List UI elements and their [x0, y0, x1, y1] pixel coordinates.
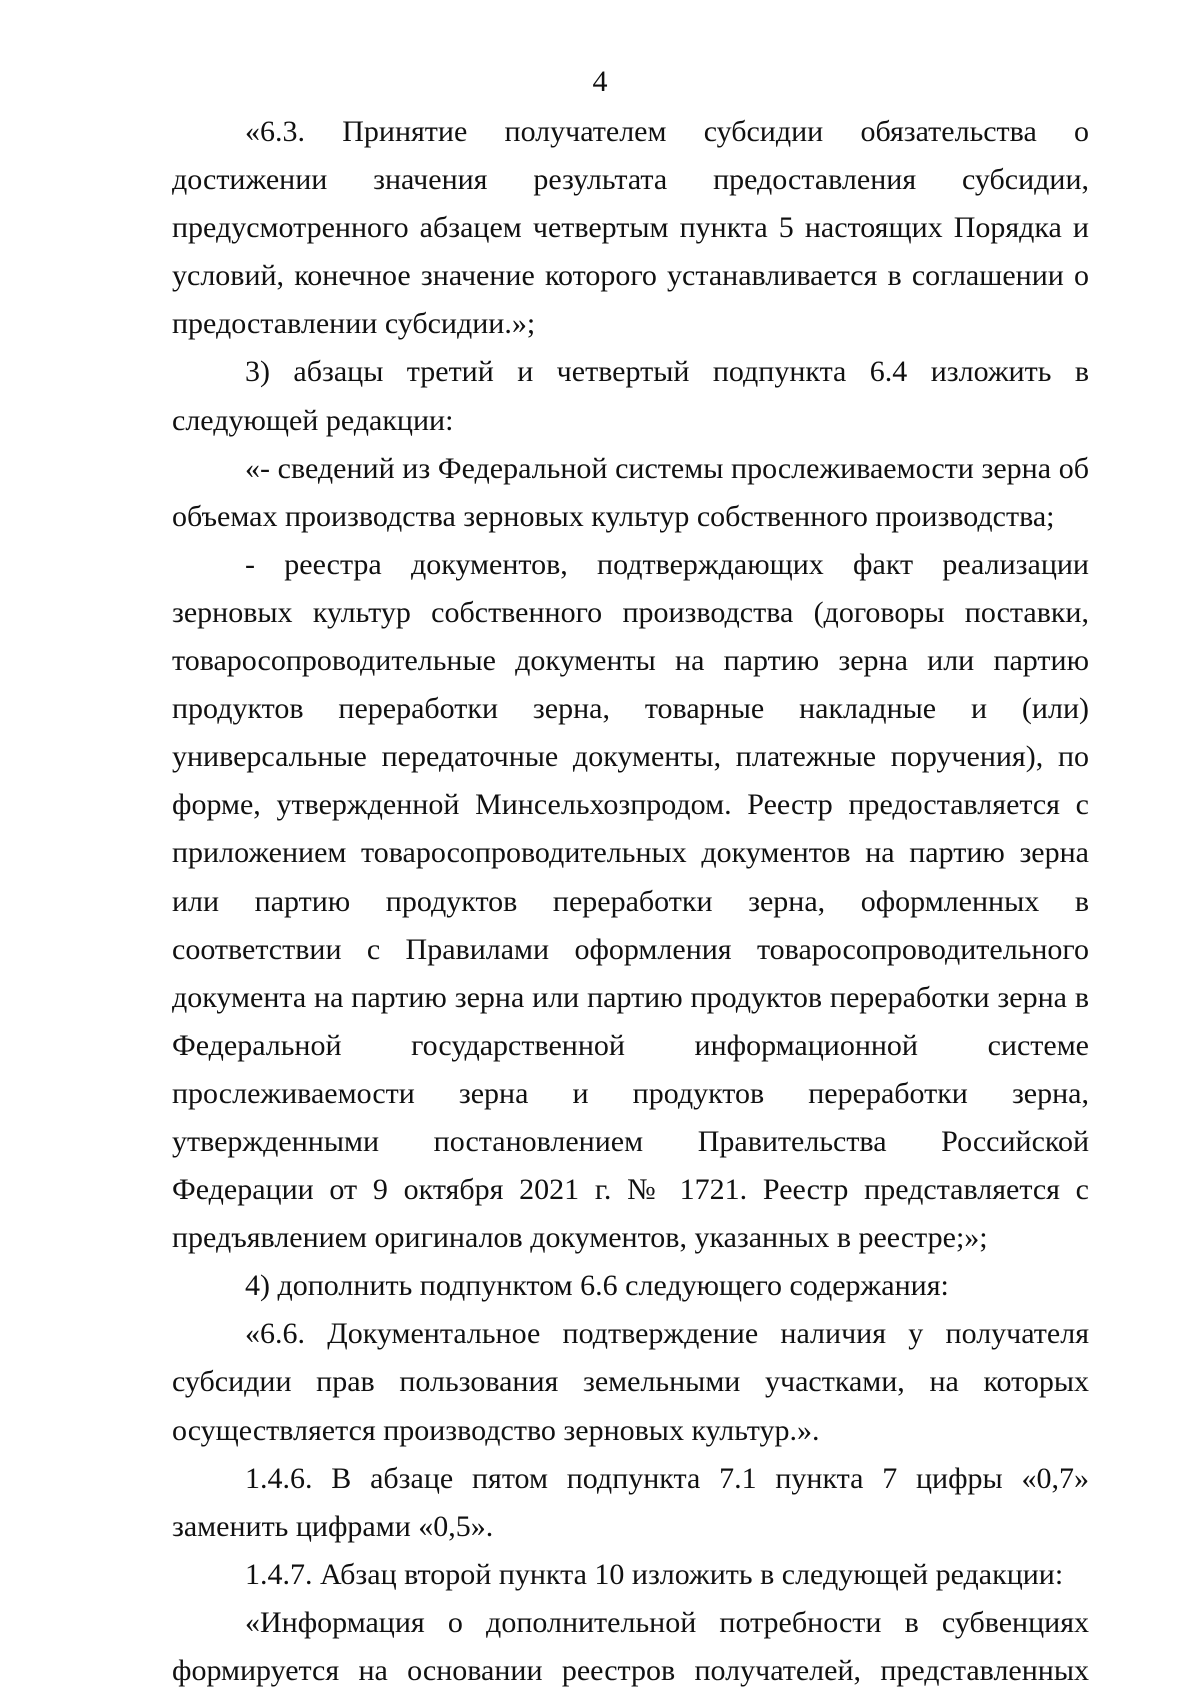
paragraph-item-4: 4) дополнить подпунктом 6.6 следующего содержания:	[245, 1269, 949, 1303]
paragraph-grain-system-info: «- сведений из Федеральной системы прослеживаемости зерна об объемах производства зерновых культур собственного производства;	[172, 451, 1089, 533]
paragraph-subvention-info: «Информация о дополнительной потребности в субвенциях формируется на основании реестров получателей, представленных	[172, 1605, 1089, 1687]
paragraph-document-registry: - реестра документов, подтверждающих факт реализации зерновых культур собственного производства (договоры поставки, товаросопроводительные документы на партию зерна или партию продуктов переработки зерна, товарные накладные и (или) универсальные передаточные документы, платежные поручения), по форме, утвержденной Минсельхозпродом. Реестр предоставляется с приложением товаросопроводительных документов на партию зерна или партию продуктов переработки зерна, оформленных в соответствии с Правилами оформления товаросопроводительного документа на партию зерна или партию продуктов переработки зерна в Федеральной государственной информационной системе прослеживаемости зерна и продуктов переработки зерна, утвержденными постановлением Правительства Российской Федерации от 9 октября 2021 г. № 1721. Реестр представляется с предъявлением оригиналов документов, указанных в реестре;»;	[172, 547, 1089, 1255]
page-number: 4	[592, 65, 608, 98]
paragraph-1-4-7: 1.4.7. Абзац второй пункта 10 изложить в следующей редакции:	[245, 1557, 1064, 1591]
document-body	[172, 108, 1089, 1695]
paragraph-1-4-6: 1.4.6. В абзаце пятом подпункта 7.1 пункта 7 цифры «0,7» заменить цифрами «0,5».	[172, 1461, 1089, 1543]
paragraph-6-6: «6.6. Документальное подтверждение наличия у получателя субсидии прав пользования земельными участками, на которых осуществляется производство зерновых культур.».	[172, 1317, 1089, 1447]
paragraph-item-3: 3) абзацы третий и четвертый подпункта 6.4 изложить в следующей редакции:	[172, 355, 1089, 437]
paragraph-6-3: «6.3. Принятие получателем субсидии обязательства о достижении значения результата предоставления субсидии, предусмотренного абзацем четвертым пункта 5 настоящих Порядка и условий, конечное значение которого устанавливается в соглашении о предоставлении субсидии.»;	[172, 115, 1089, 341]
